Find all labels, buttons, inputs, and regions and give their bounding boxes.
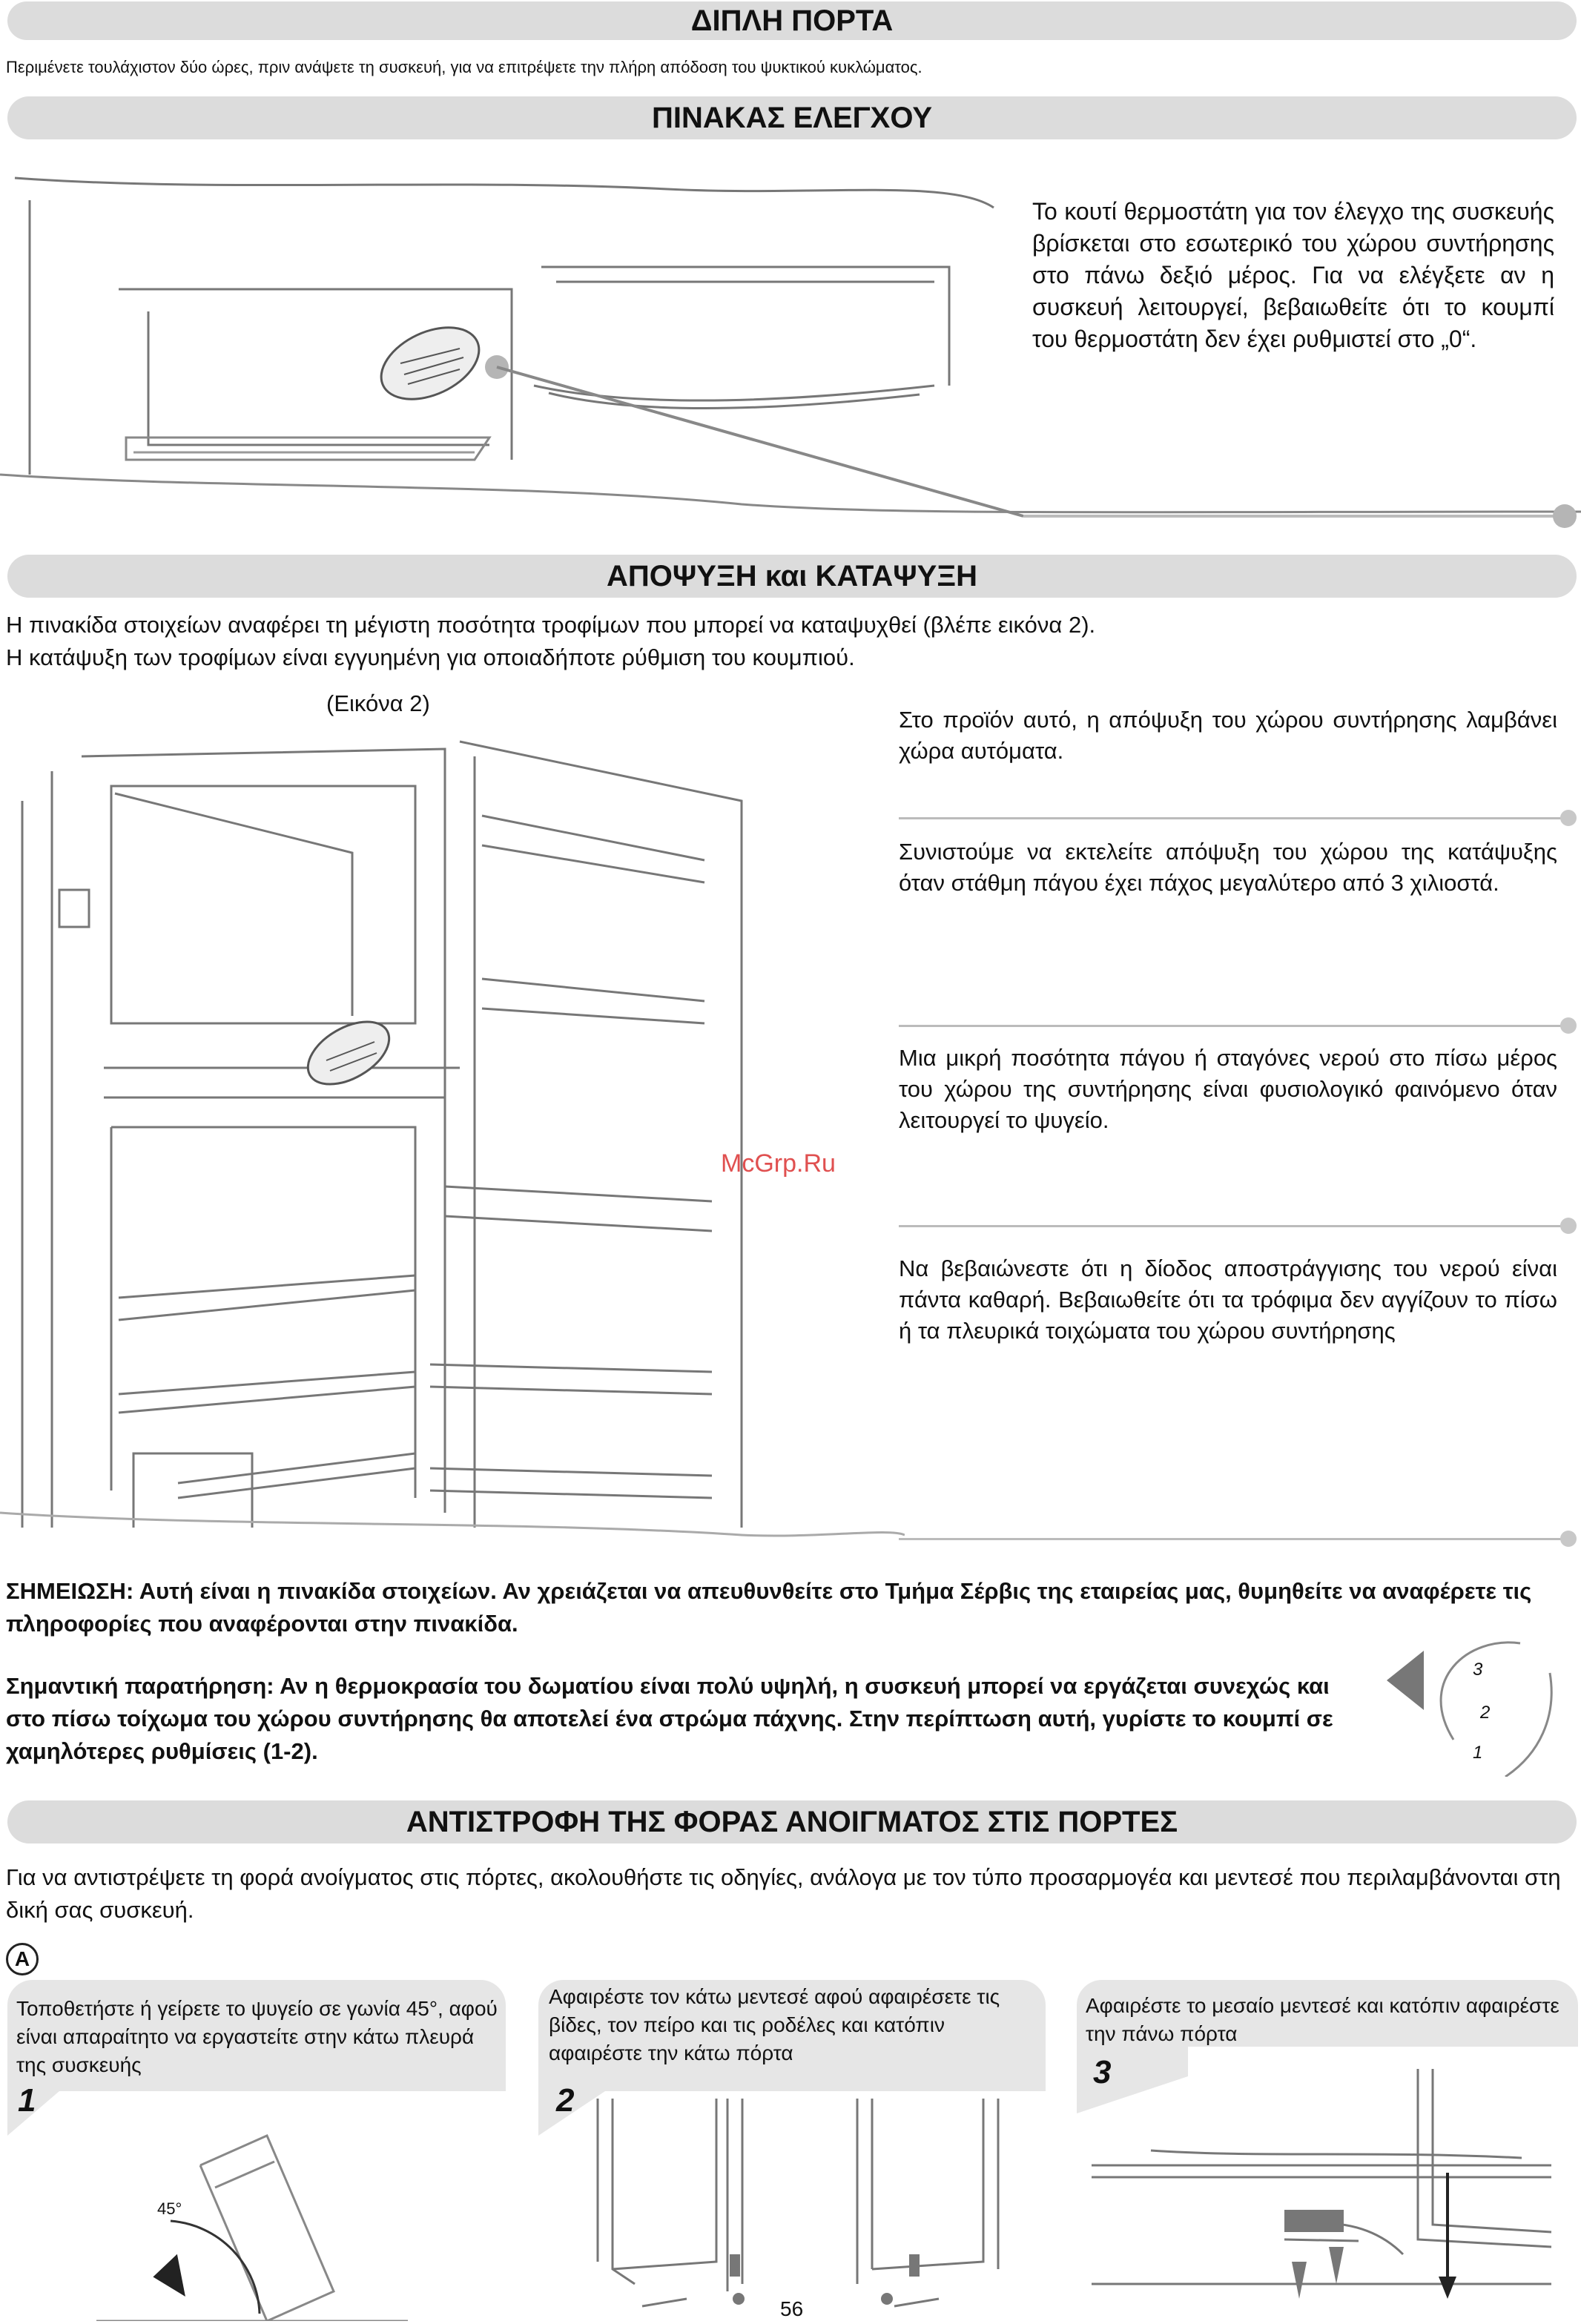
fridge-open-doors-illustration — [0, 712, 905, 1542]
section-title: ΠΙΝΑΚΑΣ ΕΛΕΓΧΟΥ — [651, 102, 933, 134]
defrost-note-1: Στο προϊόν αυτό, η απόψυξη του χώρου συντήρησης λαμβάνει χώρα αυτόματα. — [899, 707, 1557, 764]
divider — [899, 1225, 1566, 1227]
variant-letter: A — [14, 1947, 30, 1970]
hinge-removal-illustration — [538, 2076, 1046, 2321]
section-title: ΑΝΤΙΣΤΡΟΦΗ ΤΗΣ ΦΟΡΑΣ ΑΝΟΙΓΜΑΤΟΣ ΣΤΙΣ ΠΟΡΤΕΣ — [406, 1806, 1178, 1838]
dial-mark-1: 1 — [1473, 1743, 1483, 1763]
defrost-line-1: Η πινακίδα στοιχείων αναφέρει τη μέγιστη ποσότητα τροφίμων που μπορεί να καταψυχθεί (βλέπε εικόνα 2). — [6, 612, 1096, 638]
step-2-text: Αφαιρέστε τον κάτω μεντεσέ αφού αφαιρέσετε τις βίδες, τον πείρο και τις ροδέλες και κατόπιν αφαιρέστε την κάτω πόρτα — [549, 1985, 1000, 2064]
section-title: ΑΠΟΨΥΞΗ και ΚΑΤΑΨΥΞΗ — [607, 560, 977, 592]
double-door-note: Περιμένετε τουλάχιστον δύο ώρες, πριν ανάψετε τη συσκευή, για να επιτρέψετε την πλήρη απόδοση του ψυκτικού κυκλώματος. — [6, 58, 922, 76]
page-number: 56 — [780, 2297, 804, 2320]
section-header-double-door — [7, 1, 1577, 40]
rating-label-note: ΣΗΜΕΙΩΣΗ: Αυτή είναι η πινακίδα στοιχείων. Αν χρειάζεται να απευθυνθείτε στο Τμήμα Σέρβις της εταιρείας μας, θυμηθείτε να αναφέρετε τις πληροφορίες που αναφέρονται στην πινακίδα. — [6, 1578, 1532, 1637]
section-title: ΔΙΠΛΗ ΠΟΡΤΑ — [690, 4, 894, 37]
divider-dot — [1560, 1531, 1577, 1547]
defrost-line-2: Η κατάψυξη των τροφίμων είναι εγγυημένη για οποιαδήποτε ρύθμιση του κουμπιού. — [6, 644, 855, 670]
section-header-defrost — [7, 555, 1577, 598]
step-1-number: 1 — [18, 2082, 36, 2119]
step-2-number: 2 — [556, 2082, 575, 2119]
divider — [899, 1538, 1566, 1540]
figure-label: (Εικόνα 2) — [326, 690, 430, 716]
arrow-icon — [1387, 1651, 1424, 1710]
divider-dot — [1560, 1218, 1577, 1234]
divider — [899, 1025, 1566, 1027]
divider-dot — [1560, 810, 1577, 826]
door-reversal-intro: Για να αντιστρέψετε τη φορά ανοίγματος στις πόρτες, ακολουθήστε τις οδηγίες, ανάλογα με τον τύπο προσαρμογέα και μεντεσέ που περιλαμβάνονται στη δική σας συσκευή. — [6, 1864, 1561, 1923]
defrost-note-2: Συνιστούμε να εκτελείτε απόψυξη του χώρου της κατάψυξης όταν στάθμη πάγου έχει πάχος μεγαλύτερο από 3 χιλιοστά. — [899, 839, 1557, 896]
fridge-tilted-illustration — [7, 2076, 506, 2321]
control-panel-text: Το κουτί θερμοστάτη για τον έλεγχο της συσκευής βρίσκεται στο εσωτερικό του χώρου συντήρησης στο πάνω δεξιό μέρος. Για να ελέγξετε αν η συσκευή λειτουργεί, βεβαιωθείτε ότι το κουμπί του θερμοστάτη δεν έχει ρυθμιστεί στο „0“. — [1032, 198, 1554, 352]
defrost-note-3: Μια μικρή ποσότητα πάγου ή σταγόνες νερού στο πίσω μέρος του χώρου της συντήρησης είναι φυσιολογικό φαινόμενο όταν λειτουργεί το ψυγείο. — [899, 1045, 1557, 1133]
variant-badge — [6, 1943, 39, 1975]
middle-hinge-illustration — [1077, 2047, 1578, 2324]
angle-label: 45° — [157, 2199, 182, 2218]
step-3-text: Αφαιρέστε το μεσαίο μεντεσέ και κατόπιν αφαιρέστε την πάνω πόρτα — [1086, 1994, 1559, 2045]
important-note: Σημαντική παρατήρηση: Αν η θερμοκρασία του δωματίου είναι πολύ υψηλή, η συσκευή μπορεί να εργάζεται συνεχώς και στο πίσω τοίχωμα του χώρου συντήρησης θα αποτελεί ένα στρώμα πάχνης. Στην περίπτωση αυτή, γυρίστε το κουμπί σε χαμηλότερες ρυθμίσεις (1-2). — [6, 1673, 1333, 1764]
section-header-door-reversal — [7, 1800, 1577, 1843]
dial-mark-3: 3 — [1473, 1660, 1483, 1680]
dial-mark-2: 2 — [1480, 1703, 1491, 1723]
divider-dot — [1560, 1017, 1577, 1034]
defrost-note-4: Να βεβαιώνεστε ότι η δίοδος αποστράγγισης του νερού είναι πάντα καθαρή. Βεβαιωθείτε ότι τα τρόφιμα δεν αγγίζουν το πίσω ή τα πλευρικά τοιχώματα του χώρου συντήρησης — [899, 1255, 1557, 1344]
step-1-text: Τοποθετήστε ή γείρετε το ψυγείο σε γωνία 45°, αφού είναι απαραίτητο να εργαστείτε στην κάτω πλευρά της συσκευής — [16, 1997, 498, 2076]
thermostat-knob-icon — [297, 1009, 400, 1097]
watermark: McGrp.Ru — [721, 1149, 836, 1178]
thermostat-dial-illustration — [1379, 1628, 1557, 1777]
step-3-number: 3 — [1093, 2054, 1112, 2090]
divider — [899, 817, 1566, 819]
thermostat-knob-icon — [370, 313, 490, 413]
section-header-control-panel — [7, 96, 1577, 139]
